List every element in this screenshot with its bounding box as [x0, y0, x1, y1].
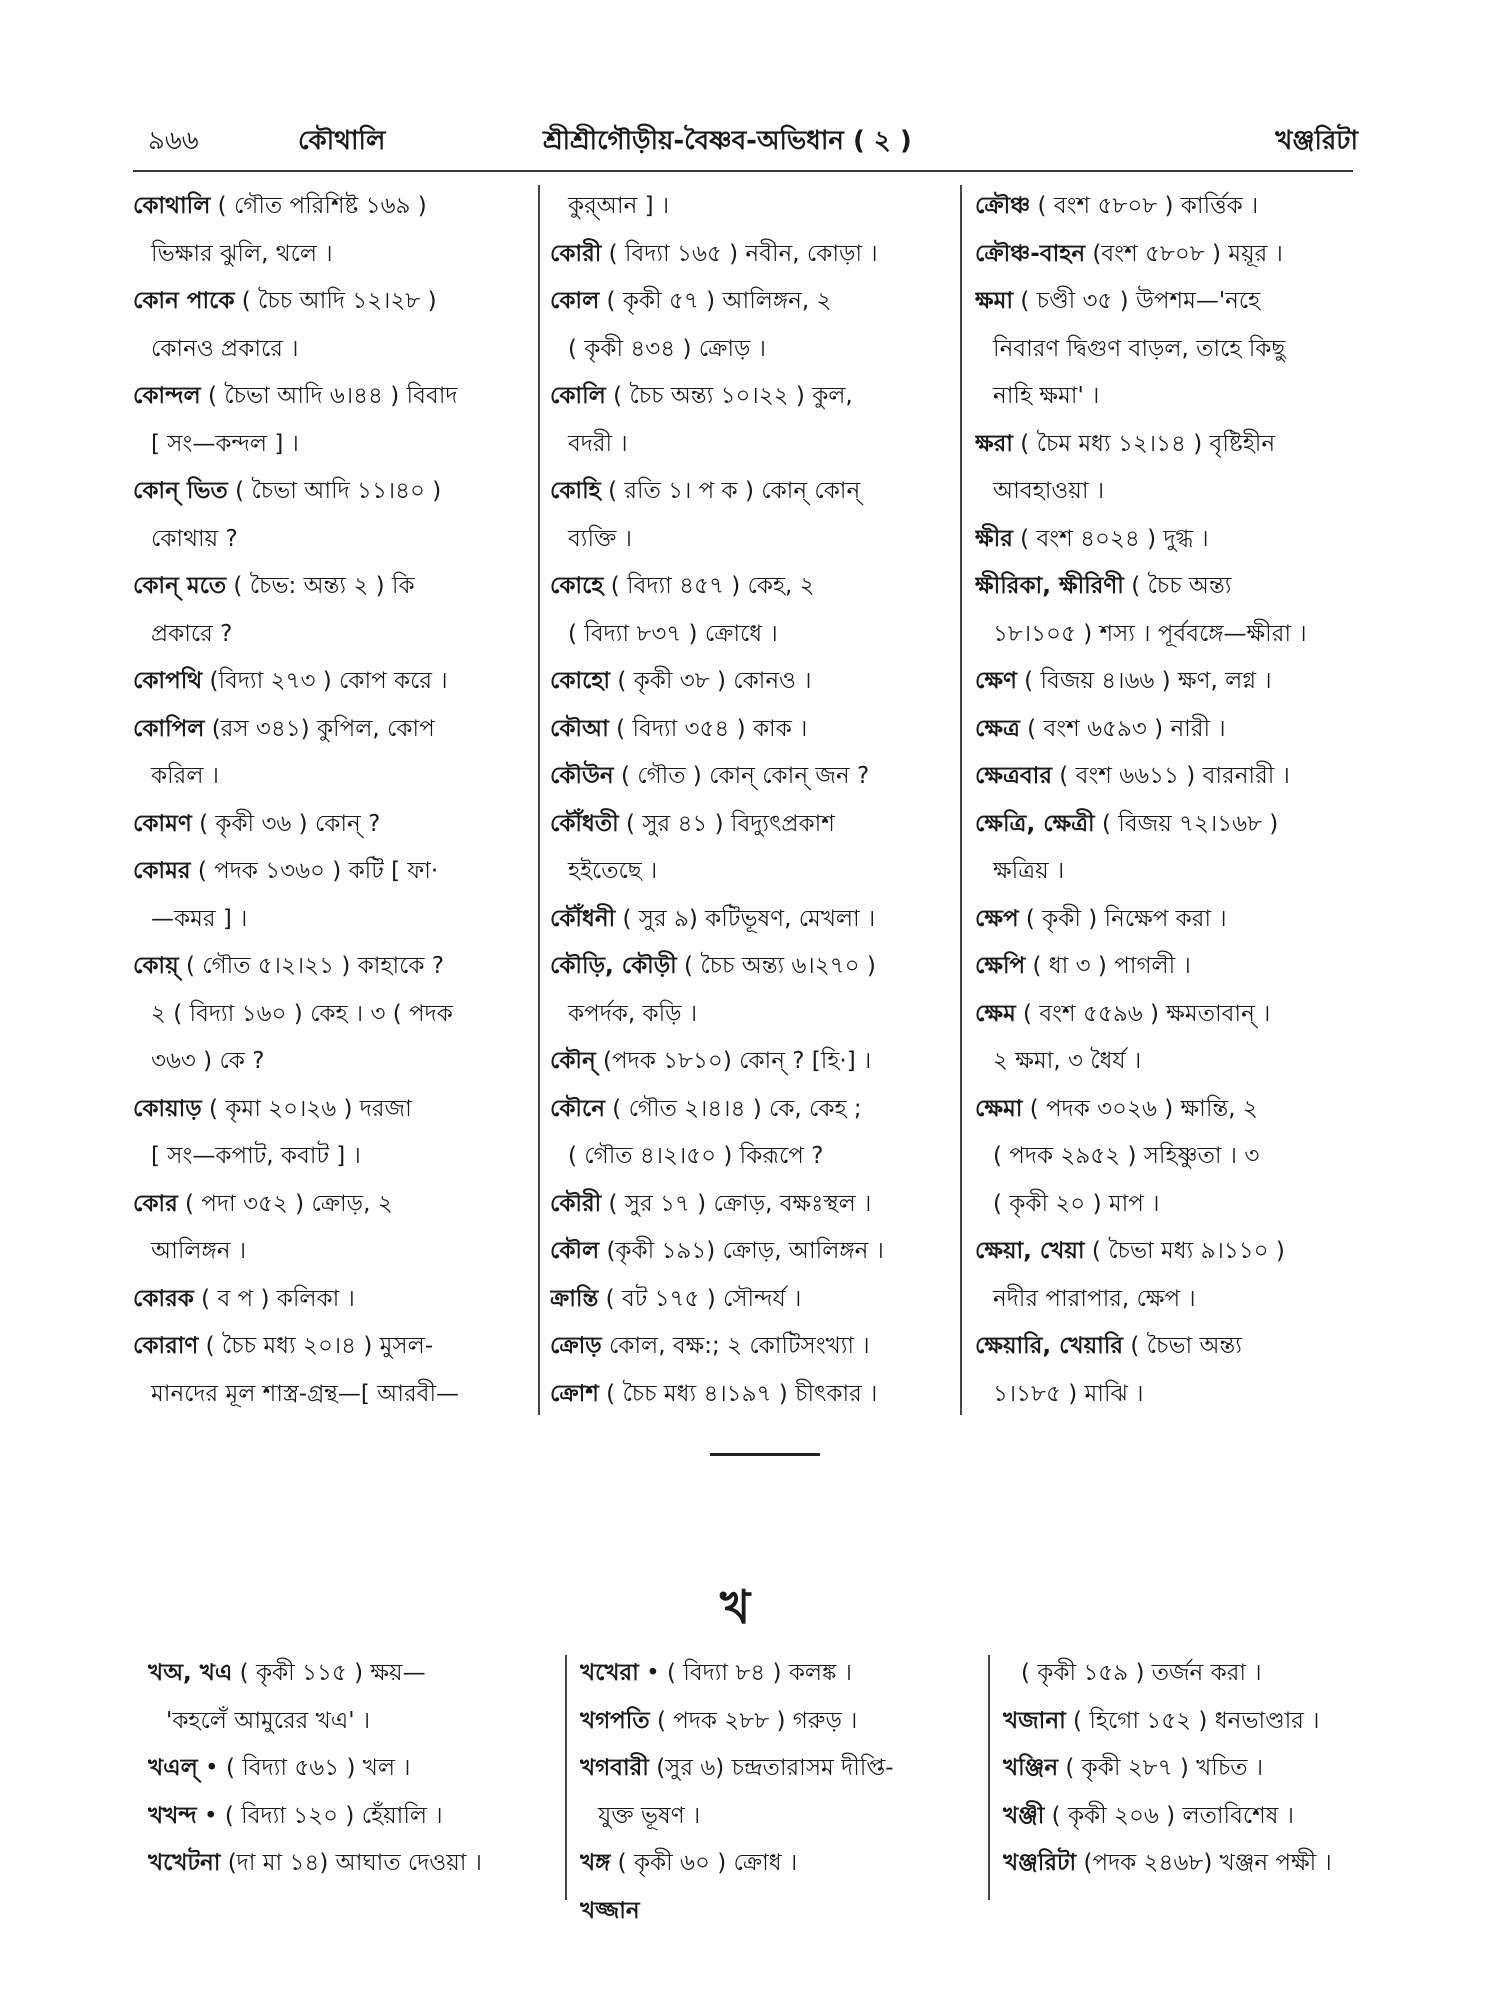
definition-text: প্রকারে ?	[151, 620, 233, 647]
definition-text: (কৃকী ১৯১) ক্রোড়, আলিঙ্গন ।	[599, 1238, 884, 1264]
entry-line	[975, 516, 1355, 564]
entry-line	[580, 1650, 980, 1698]
definition-text: (রস ৩৪১) কুপিল, কোপ	[204, 715, 435, 742]
definition-text: মানদের মূল শাস্ত্র-গ্রন্থ—[ আরবী—	[151, 1380, 460, 1407]
entry-line	[975, 1323, 1355, 1371]
headword: কৌন্	[550, 1048, 596, 1074]
definition-text: ( পদক ৩০২৬ ) ক্ষান্তি, ২	[1022, 1095, 1258, 1122]
headword: ক্রৌঞ্চ	[975, 193, 1031, 219]
entry-line	[133, 516, 528, 564]
entry-line	[133, 1323, 528, 1371]
header-rule	[133, 170, 1353, 172]
entry-line	[133, 753, 528, 801]
headword: ক্ষেত্রি, ক্ষেত্রী	[975, 810, 1095, 837]
definition-text: আবহাওয়া ।	[993, 478, 1105, 504]
definition-text: বদরী ।	[568, 430, 628, 457]
definition-text: (বংশ ৫৮০৮ ) ময়ূর ।	[1085, 240, 1283, 267]
column-divider	[988, 1655, 990, 1900]
entry-line	[975, 421, 1355, 469]
definition-text: • ( বিদ্যা ১২০ ) হেঁয়ালি ।	[196, 1802, 443, 1829]
headword: কৌল	[550, 1238, 600, 1264]
entry-line	[975, 848, 1355, 896]
definition-text: ( কৃকী ১৫৯ ) তর্জন করা ।	[1021, 1660, 1262, 1686]
headword: খজানা	[1003, 1707, 1066, 1734]
headword: কোপথি	[133, 668, 203, 694]
definition-text: ( কৃকী ৬০ ) ক্রোধ ।	[610, 1850, 798, 1876]
headword: কোন্ মতে	[133, 573, 227, 599]
headword: কোয়্	[133, 953, 179, 979]
definition-text: ( কৃকী ৩৬ ) কোন্ ?	[191, 810, 381, 837]
definition-text: ( বংশ ৫৮০৮ ) কার্ত্তিক ।	[1030, 193, 1259, 219]
entry-line	[580, 1793, 980, 1841]
headword: ক্ষরা	[975, 430, 1013, 457]
headword: কোরাণ	[133, 1333, 199, 1359]
definition-text: যুক্ত ভূষণ ।	[598, 1802, 701, 1829]
column-divider	[538, 185, 540, 1415]
definition-text: (পদক ১৮১০) কোন্ ? [হি·] ।	[595, 1048, 872, 1074]
entry-line	[133, 801, 528, 849]
entry-line	[133, 1086, 528, 1134]
entry-line	[133, 231, 528, 279]
entry-line	[550, 516, 950, 564]
definition-text: ( গৌত ) কোন্ কোন্ জন ?	[613, 763, 870, 789]
entry-line	[975, 563, 1355, 611]
entry-line	[133, 1228, 528, 1276]
definition-text: ১।১৮৫ ) মাঝি ।	[993, 1380, 1144, 1407]
headword: ক্ষেয়ারি, খেয়ারি	[975, 1333, 1124, 1359]
entry-line	[975, 801, 1355, 849]
headword: খজ্জান	[580, 1897, 640, 1924]
definition-text: কোল, বক্ষ:; ২ কোটিসংখ্যা ।	[601, 1333, 870, 1359]
definition-text: ( সুর ৯) কটিভূষণ, মেখলা ।	[615, 905, 876, 932]
definition-text: ( বিজয় ৭২।১৬৮ )	[1094, 810, 1279, 837]
definition-text: কোথায় ?	[151, 525, 238, 552]
entry-line	[550, 658, 950, 706]
headword: ক্রোশ	[550, 1380, 599, 1407]
entry-line	[580, 1888, 980, 1936]
entry-line	[148, 1840, 553, 1888]
entry-line	[550, 753, 950, 801]
headword: কোন পাকে	[133, 288, 235, 314]
definition-text: ( গৌত পরিশিষ্ট ১৬৯ )	[210, 193, 427, 219]
entry-line	[550, 278, 950, 326]
headword: ক্ষেত্র	[975, 715, 1020, 742]
section-letter: খ	[720, 1580, 751, 1634]
entry-column-5	[580, 1650, 980, 1935]
definition-text: ( সুর ৪১ ) বিদ্যুৎপ্রকাশ	[618, 810, 835, 837]
headword: কৌআ	[550, 715, 609, 742]
page-header	[148, 120, 1358, 164]
definition-text: ( বট ১৭৫ ) সৌন্দর্য ।	[598, 1285, 802, 1312]
entry-line	[133, 278, 528, 326]
entry-line	[580, 1698, 980, 1746]
entry-line	[550, 1038, 950, 1086]
entry-line	[133, 943, 528, 991]
entry-line	[975, 991, 1355, 1039]
definition-text: • ( বিদ্যা ৫৬১ ) খল ।	[197, 1755, 411, 1781]
definition-text: ( চণ্ডী ৩৫ ) উপশম—'নহে	[1013, 288, 1261, 314]
entry-line	[133, 848, 528, 896]
entry-line	[133, 421, 528, 469]
entry-line	[133, 1133, 528, 1181]
definition-text: ( কৃকী ৪৩৪ ) ক্রোড় ।	[568, 335, 766, 362]
definition-text: নিবারণ দ্বিগুণ বাড়ল, তাহে কিছু	[993, 335, 1286, 362]
definition-text: আলিঙ্গন ।	[151, 1238, 247, 1264]
entry-line	[975, 1371, 1355, 1419]
headword: কোয়াড়	[133, 1095, 202, 1122]
definition-text: ( পদক ২৮৮ ) গরুড় ।	[649, 1707, 858, 1734]
definition-text: ( কৃকী ) নিক্ষেপ করা ।	[1018, 905, 1227, 932]
headword: খখেটনা	[148, 1850, 221, 1876]
entry-column-1	[133, 183, 528, 1418]
definition-text: ( বংশ ৬৬১১ ) বারনারী ।	[1052, 763, 1290, 789]
entry-line	[550, 801, 950, 849]
entry-line	[1003, 1650, 1363, 1698]
definition-text: ( হিগো ১৫২ ) ধনভাণ্ডার ।	[1065, 1707, 1320, 1734]
entry-line	[975, 468, 1355, 516]
entry-line	[580, 1840, 980, 1888]
headword: কৌড়ি, কৌড়ী	[550, 953, 677, 979]
headword: ক্ষেপ	[975, 905, 1019, 932]
entry-line	[133, 1276, 528, 1324]
book-title: শ্রীশ্রীগৌড়ীয়-বৈষ্ণব-অভিধান ( ২ )	[543, 126, 912, 156]
entry-line	[148, 1793, 553, 1841]
headword: খএল্	[148, 1755, 198, 1781]
headword: খগবারী	[580, 1755, 649, 1781]
entry-line	[975, 943, 1355, 991]
entry-line	[975, 373, 1355, 421]
definition-text: কুর্‌আন ] ।	[568, 193, 670, 219]
headword: ক্রান্তি	[550, 1285, 599, 1312]
entry-line	[1003, 1840, 1363, 1888]
left-guide-word: কৌথালি	[298, 126, 386, 156]
entry-line	[975, 611, 1355, 659]
headword: ক্ষেপি	[975, 953, 1026, 979]
headword: কোন্ ভিত	[133, 478, 228, 504]
entry-line	[975, 896, 1355, 944]
entry-line	[133, 326, 528, 374]
definition-text: ( চৈচ অন্ত্য	[1123, 573, 1232, 599]
entry-line	[975, 1133, 1355, 1181]
definition-text: ব্যক্তি ।	[568, 525, 632, 552]
entry-line	[148, 1650, 553, 1698]
definition-text: ( চৈভা আদি ৬।৪৪ ) বিবাদ	[200, 383, 458, 409]
headword: কৌনে	[550, 1095, 605, 1122]
entry-line	[133, 896, 528, 944]
definition-text: ( কৃকী ৩৮ ) কোনও ।	[610, 668, 812, 694]
definition-text: ( কৃকী ২০ ) মাপ ।	[993, 1190, 1160, 1217]
entry-line	[975, 278, 1355, 326]
definition-text: ( চৈভ: অন্ত্য ২ ) কি	[226, 573, 415, 599]
entry-line	[580, 1745, 980, 1793]
entry-line	[975, 1228, 1355, 1276]
definition-text: ( চৈচ মধ্য ২০।৪ ) মুসল-	[198, 1333, 434, 1359]
entry-line	[550, 1133, 950, 1181]
headword: কোহি	[550, 478, 601, 504]
entry-line	[975, 183, 1355, 231]
entry-line	[550, 611, 950, 659]
definition-text: [ সং—কপাট, কবাট ] ।	[151, 1143, 361, 1169]
headword: খখেরা	[580, 1660, 639, 1686]
entry-line	[550, 563, 950, 611]
definition-text: ( চৈভা আদি ১১।৪০ )	[227, 478, 442, 504]
entry-line	[133, 658, 528, 706]
definition-text: হইতেছে ।	[568, 858, 658, 884]
entry-line	[550, 1228, 950, 1276]
definition-text: [ সং—কন্দল ] ।	[151, 430, 299, 457]
definition-text: ( গৌত ৫।২।২১ ) কাহাকে ?	[178, 953, 444, 979]
definition-text: 'কহলেঁ আমুরের খএ' ।	[166, 1707, 371, 1734]
definition-text: ( চৈম মধ্য ১২।১৪ ) বৃষ্টিহীন	[1012, 430, 1276, 457]
definition-text: ( ধা ৩ ) পাগলী ।	[1025, 953, 1191, 979]
headword: কোহে	[550, 573, 604, 599]
headword: ক্ষীরিকা, ক্ষীরিণী	[975, 573, 1124, 599]
entry-line	[975, 1086, 1355, 1134]
headword: খগপতি	[580, 1707, 650, 1734]
headword: কোর	[133, 1190, 178, 1217]
definition-text: করিল ।	[151, 763, 219, 789]
headword: কোল	[550, 288, 600, 314]
definition-text: ( কৃকী ১১৫ ) ক্ষয়—	[232, 1660, 426, 1686]
column-divider	[960, 185, 962, 1415]
entry-line	[133, 1038, 528, 1086]
definition-text: ( বংশ ৪০২৪ ) দুগ্ধ ।	[1012, 525, 1209, 552]
entry-line	[133, 1371, 528, 1419]
headword: কোপিল	[133, 715, 205, 742]
definition-text: নাহি ক্ষমা' ।	[993, 383, 1100, 409]
headword: ক্ষেণ	[975, 668, 1017, 694]
headword: কোথালি	[133, 193, 211, 219]
entry-line	[550, 468, 950, 516]
definition-text: (পদক ২৪৬৮) খঞ্জন পক্ষী ।	[1076, 1850, 1332, 1876]
entry-line	[133, 183, 528, 231]
definition-text: ১৮।১০৫ ) শস্য । পূর্ববঙ্গে—ক্ষীরা ।	[993, 620, 1307, 647]
definition-text: ( বিদ্যা ৩৫৪ ) কাক ।	[608, 715, 808, 742]
entry-line	[133, 563, 528, 611]
definition-text: কপর্দক, কড়ি ।	[568, 1000, 698, 1027]
headword: ক্রোড়	[550, 1333, 602, 1359]
headword: কোরক	[133, 1285, 194, 1312]
definition-text: ২ ক্ষমা, ৩ ধৈর্য ।	[993, 1048, 1142, 1074]
entry-line	[133, 991, 528, 1039]
headword: কোন্দল	[133, 383, 201, 409]
entry-column-6	[1003, 1650, 1363, 1888]
definition-text: ( বিদ্যা ৮৩৭ ) ক্রোধে ।	[568, 620, 778, 647]
headword: কোরী	[550, 240, 602, 267]
headword: ক্ষেম	[975, 1000, 1016, 1027]
entry-line	[148, 1698, 553, 1746]
column-divider	[565, 1655, 567, 1900]
page-number: ৯৬৬	[148, 126, 199, 156]
definition-text: ( বিদ্যা ১৬৫ ) নবীন, কোড়া ।	[601, 240, 878, 267]
entry-column-3	[975, 183, 1355, 1418]
headword: খঞ্জরিটা	[1003, 1850, 1077, 1876]
definition-text: (দা মা ১৪) আঘাত দেওয়া ।	[220, 1850, 482, 1876]
entry-line	[1003, 1698, 1363, 1746]
headword: খখন্দ	[148, 1802, 197, 1829]
definition-text: ক্ষত্রিয় ।	[993, 858, 1065, 884]
entry-line	[550, 1371, 950, 1419]
entry-line	[148, 1745, 553, 1793]
definition-text: ( চৈচ অন্ত্য ৬।২৭০ )	[676, 953, 876, 979]
entry-line	[550, 1276, 950, 1324]
entry-line	[550, 896, 950, 944]
definition-text: ( রতি ১। প ক ) কোন্ কোন্	[600, 478, 861, 504]
entry-column-2	[550, 183, 950, 1418]
headword: খঞ্জী	[1003, 1802, 1045, 1829]
definition-text: নদীর পারাপার, ক্ষেপ ।	[993, 1285, 1196, 1312]
definition-text: ( বিজয় ৪।৬৬ ) ক্ষণ, লগ্ন ।	[1016, 668, 1272, 694]
headword: কৌঁধতী	[550, 810, 619, 837]
entry-column-4	[148, 1650, 553, 1888]
headword: ক্ষীর	[975, 525, 1013, 552]
definition-text: (বিদ্যা ২৭৩ ) কোপ করে ।	[202, 668, 448, 694]
entry-line	[550, 1086, 950, 1134]
definition-text: ( কৃমা ২০।২৬ ) দরজা	[201, 1095, 412, 1122]
headword: কোলি	[550, 383, 606, 409]
headword: খঅ, খএ	[148, 1660, 233, 1686]
definition-text: ( পদক ১৩৬০ ) কটি [ ফা·	[190, 858, 439, 884]
definition-text: ( গৌত ৪।২।৫০ ) কিরূপে ?	[568, 1143, 824, 1169]
definition-text: ( কৃকী ২৮৭ ) খচিত ।	[1058, 1755, 1264, 1781]
definition-text: ( কৃকী ২০৬ ) লতাবিশেষ ।	[1044, 1802, 1294, 1829]
definition-text: —কমর ] ।	[151, 905, 248, 932]
right-guide-word: খঞ্জরিটা	[1275, 126, 1358, 156]
definition-text: ৩৬৩ ) কে ?	[151, 1048, 265, 1074]
headword: ক্রৌঞ্চ-বাহন	[975, 240, 1086, 267]
definition-text: (সুর ৬) চন্দ্রতারাসম দীপ্তি-	[648, 1755, 894, 1781]
section-separator	[710, 1453, 820, 1456]
entry-line	[133, 706, 528, 754]
entry-line	[550, 373, 950, 421]
definition-text: ( বিদ্যা ৪৫৭ ) কেহ, ২	[603, 573, 815, 599]
entry-line	[975, 1181, 1355, 1229]
entry-line	[550, 326, 950, 374]
definition-text: • ( বিদ্যা ৮৪ ) কলঙ্ক ।	[638, 1660, 852, 1686]
definition-text: ( চৈচ মধ্য ৪।১৯৭ ) চীৎকার ।	[598, 1380, 878, 1407]
entry-line	[550, 421, 950, 469]
entry-line	[133, 611, 528, 659]
entry-line	[550, 183, 950, 231]
headword: কোহো	[550, 668, 611, 694]
entry-line	[975, 753, 1355, 801]
definition-text: ( বংশ ৬৫৯৩ ) নারী ।	[1019, 715, 1226, 742]
entry-line	[133, 373, 528, 421]
definition-text: ( গৌত ২।৪।৪ ) কে, কেহ ;	[604, 1095, 862, 1122]
headword: ক্ষমা	[975, 288, 1014, 314]
definition-text: কোনও প্রকারে ।	[151, 335, 299, 362]
entry-line	[133, 468, 528, 516]
headword: খঙ্গ	[580, 1850, 611, 1876]
entry-line	[1003, 1745, 1363, 1793]
entry-line	[550, 848, 950, 896]
definition-text: ( সুর ১৭ ) ক্রোড়, বক্ষঃস্থল ।	[601, 1190, 872, 1217]
headword: ক্ষেয়া, খেয়া	[975, 1238, 1085, 1264]
entry-line	[550, 1323, 950, 1371]
headword: কৌঁধনী	[550, 905, 616, 932]
entry-line	[550, 1181, 950, 1229]
definition-text: ( চৈভা মধ্য ৯।১১০ )	[1084, 1238, 1285, 1264]
entry-line	[975, 326, 1355, 374]
entry-line	[550, 231, 950, 279]
headword: ক্ষেত্রবার	[975, 763, 1052, 789]
definition-text: ( কৃকী ৫৭ ) আলিঙ্গন, ২	[599, 288, 832, 314]
headword: কৌউন	[550, 763, 614, 789]
headword: কৌরী	[550, 1190, 602, 1217]
entry-line	[550, 991, 950, 1039]
entry-line	[550, 943, 950, 991]
headword: ক্ষেমা	[975, 1095, 1023, 1122]
definition-text: ( চৈচ অন্ত্য ১০।২২ ) কুল,	[605, 383, 853, 409]
entry-line	[975, 231, 1355, 279]
headword: কোমণ	[133, 810, 192, 837]
definition-text: ( ব প ) কলিকা ।	[193, 1285, 355, 1312]
entry-line	[975, 1276, 1355, 1324]
definition-text: ( বংশ ৫৫৯৬ ) ক্ষমতাবান্ ।	[1015, 1000, 1271, 1027]
definition-text: ( চৈচ আদি ১২।২৮ )	[234, 288, 437, 314]
headword: খঞ্জিন	[1003, 1755, 1059, 1781]
definition-text: ( পদা ৩৫২ ) ক্রোড়, ২	[177, 1190, 393, 1217]
entry-line	[550, 706, 950, 754]
definition-text: ভিক্ষার ঝুলি, থলে ।	[151, 240, 333, 267]
entry-line	[133, 1181, 528, 1229]
headword: কোমর	[133, 858, 191, 884]
entry-line	[1003, 1793, 1363, 1841]
definition-text: ( চৈভা অন্ত্য	[1123, 1333, 1242, 1359]
definition-text: ( পদক ২৯৫২ ) সহিষ্ণুতা । ৩	[993, 1143, 1260, 1169]
entry-line	[975, 1038, 1355, 1086]
definition-text: ২ ( বিদ্যা ১৬০ ) কেহ । ৩ ( পদক	[151, 1000, 453, 1027]
entry-line	[975, 706, 1355, 754]
entry-line	[975, 658, 1355, 706]
